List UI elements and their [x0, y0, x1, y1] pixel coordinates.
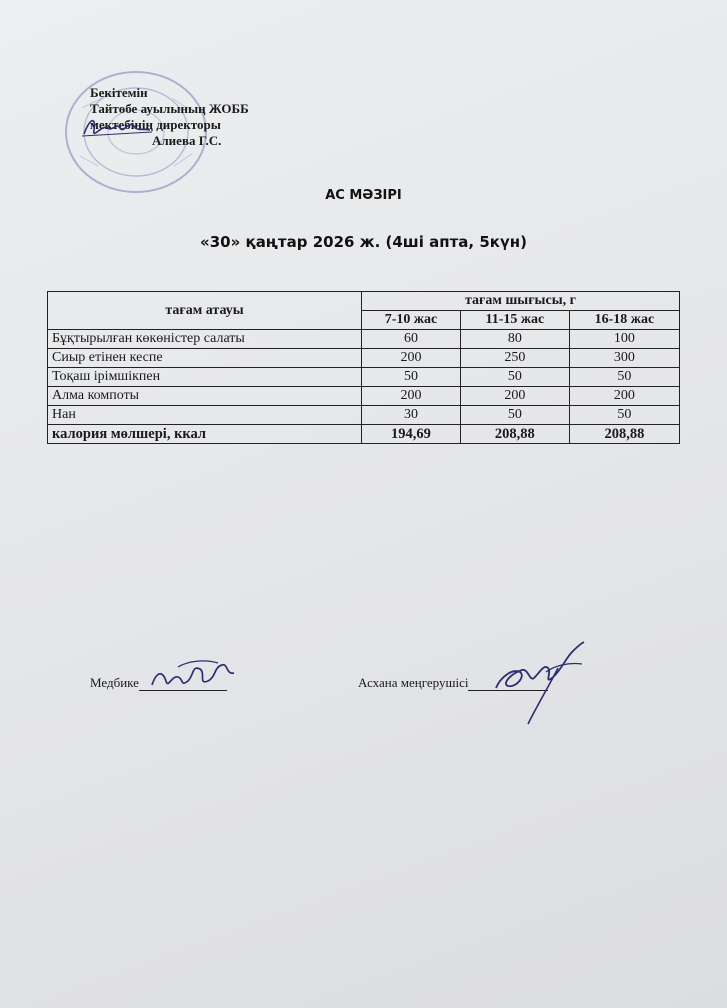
dish-value: 200	[460, 387, 569, 406]
table-row	[48, 406, 680, 425]
director-signature	[80, 110, 160, 145]
table-header-row	[48, 292, 680, 311]
header-dish-name: тағам атауы	[48, 292, 362, 330]
dish-value: 200	[362, 349, 461, 368]
dish-value: 250	[460, 349, 569, 368]
canteen-label: Асхана меңгерушісі	[358, 675, 469, 690]
page-subtitle: «30» қаңтар 2026 ж. (4ші апта, 5күн)	[200, 233, 527, 251]
approval-line-3: мектебінің директоры	[90, 117, 221, 132]
table-row	[48, 349, 680, 368]
dish-value: 30	[362, 406, 461, 425]
header-age-1: 7-10 жас	[362, 311, 461, 330]
dish-value: 100	[569, 330, 679, 349]
nurse-label: Медбике	[90, 675, 139, 690]
total-value: 194,69	[362, 425, 461, 444]
dish-value: 50	[569, 406, 679, 425]
header-age-2: 11-15 жас	[460, 311, 569, 330]
dish-name: Бұқтырылған көкөністер салаты	[48, 330, 362, 349]
table-row	[48, 387, 680, 406]
dish-name: Тоқаш ірімшікпен	[48, 368, 362, 387]
header-age-3: 16-18 жас	[569, 311, 679, 330]
canteen-signature	[488, 638, 588, 728]
dish-value: 200	[362, 387, 461, 406]
total-value: 208,88	[569, 425, 679, 444]
dish-name: Нан	[48, 406, 362, 425]
dish-value: 60	[362, 330, 461, 349]
total-value: 208,88	[460, 425, 569, 444]
dish-value: 50	[362, 368, 461, 387]
approval-line-2: Тайтөбе ауылының ЖОББ	[90, 101, 249, 116]
dish-name: Алма компоты	[48, 387, 362, 406]
total-label: калория мөлшері, ккал	[48, 425, 362, 444]
dish-name: Сиыр етінен кеспе	[48, 349, 362, 368]
table-row	[48, 368, 680, 387]
approval-line-1: Бекітемін	[90, 85, 148, 100]
header-output: тағам шығысы, г	[362, 292, 680, 311]
dish-value: 80	[460, 330, 569, 349]
dish-value: 50	[460, 368, 569, 387]
dish-value: 50	[460, 406, 569, 425]
total-row	[48, 425, 680, 444]
table-row	[48, 330, 680, 349]
nurse-signature	[148, 655, 238, 700]
dish-value: 300	[569, 349, 679, 368]
page-title: АС МӘЗІРІ	[325, 188, 402, 203]
director-name: Алиева Г.С.	[152, 133, 222, 148]
dish-value: 200	[569, 387, 679, 406]
menu-table	[47, 291, 680, 444]
dish-value: 50	[569, 368, 679, 387]
